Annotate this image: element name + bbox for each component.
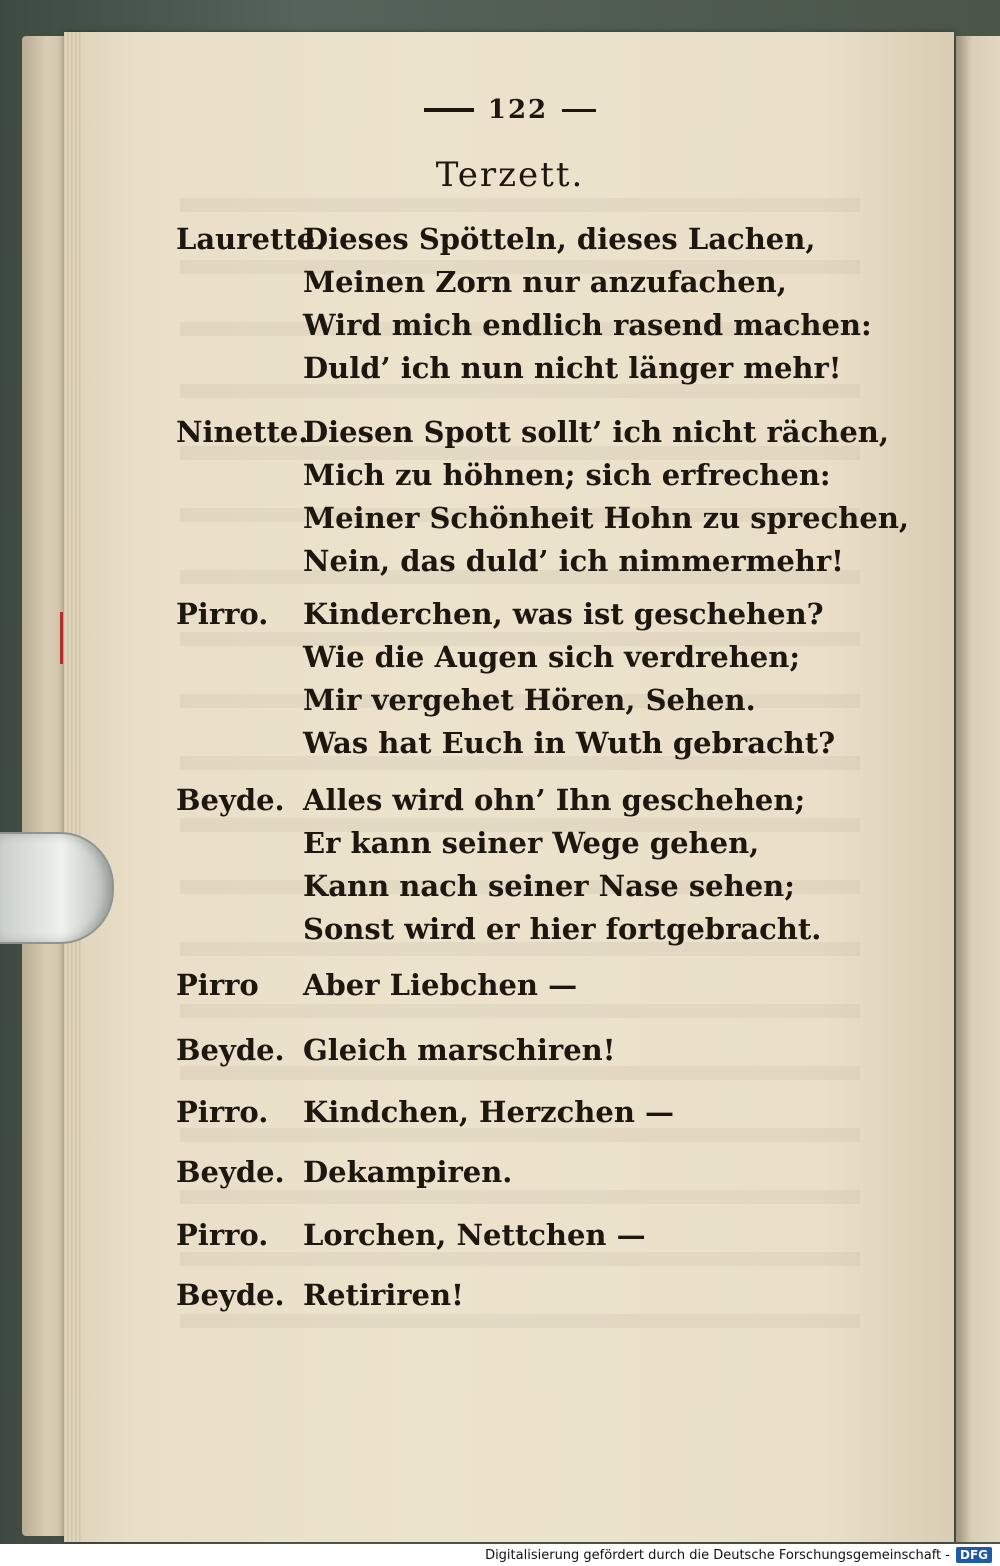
verse-line: Wie die Augen sich verdrehen; [303, 640, 801, 674]
verse-line: Er kann seiner Wege gehen, [303, 826, 760, 860]
verse-line: Dekampiren. [303, 1155, 513, 1189]
page-number-dash-left [424, 108, 474, 112]
verse-line: Mich zu höhnen; sich erfrechen: [303, 458, 831, 492]
verse-line: Lorchen, Nettchen — [303, 1218, 646, 1252]
verse-line: Meiner Schönheit Hohn zu sprechen, [303, 501, 909, 535]
verse-line: Sonst wird er hier fortgebracht. [303, 912, 822, 946]
verse-line: Retiriren! [303, 1278, 464, 1312]
section-heading: Terzett. [435, 155, 585, 195]
speaker-label: Pirro. [176, 1218, 269, 1252]
speaker-label: Ninette. [176, 415, 309, 449]
speaker-label: Beyde. [176, 1155, 285, 1189]
dfg-logo: DFG [956, 1547, 992, 1563]
speaker-label: Beyde. [176, 1278, 285, 1312]
verse-line: Kindchen, Herzchen — [303, 1095, 675, 1129]
speaker-label: Pirro [176, 968, 259, 1002]
verse-line: Kinderchen, was ist geschehen? [303, 597, 824, 631]
footer-credit: Digitalisierung gefördert durch die Deutsche Forschungsgemeinschaft - [485, 1547, 950, 1563]
verse-line: Diesen Spott sollt’ ich nicht rächen, [303, 415, 889, 449]
page-number-row [380, 90, 640, 130]
verse-line: Kann nach seiner Nase sehen; [303, 869, 795, 903]
speaker-label: Beyde. [176, 783, 285, 817]
verse-line: Aber Liebchen — [303, 968, 578, 1002]
verse-line: Meinen Zorn nur anzufachen, [303, 265, 787, 299]
verse-line: Wird mich endlich rasend machen: [303, 308, 872, 342]
verse-line: Nein, das duld’ ich nimmermehr! [303, 544, 844, 578]
speaker-label: Beyde. [176, 1033, 285, 1067]
verse-line: Dieses Spötteln, dieses Lachen, [303, 222, 816, 256]
speaker-label: Pirro. [176, 597, 269, 631]
verse-line: Was hat Euch in Wuth gebracht? [303, 726, 836, 760]
digitization-footer [0, 1544, 1000, 1566]
page-number-dash-right [562, 109, 596, 112]
page-number: 122 [487, 95, 549, 125]
verse-line: Duld’ ich nun nicht länger mehr! [303, 351, 842, 385]
verse-line: Gleich marschiren! [303, 1033, 616, 1067]
verse-line: Alles wird ohn’ Ihn geschehen; [303, 783, 806, 817]
speaker-label: Pirro. [176, 1095, 269, 1129]
verse-line: Mir vergehet Hören, Sehen. [303, 683, 756, 717]
speaker-label: Laurette. [176, 222, 326, 256]
